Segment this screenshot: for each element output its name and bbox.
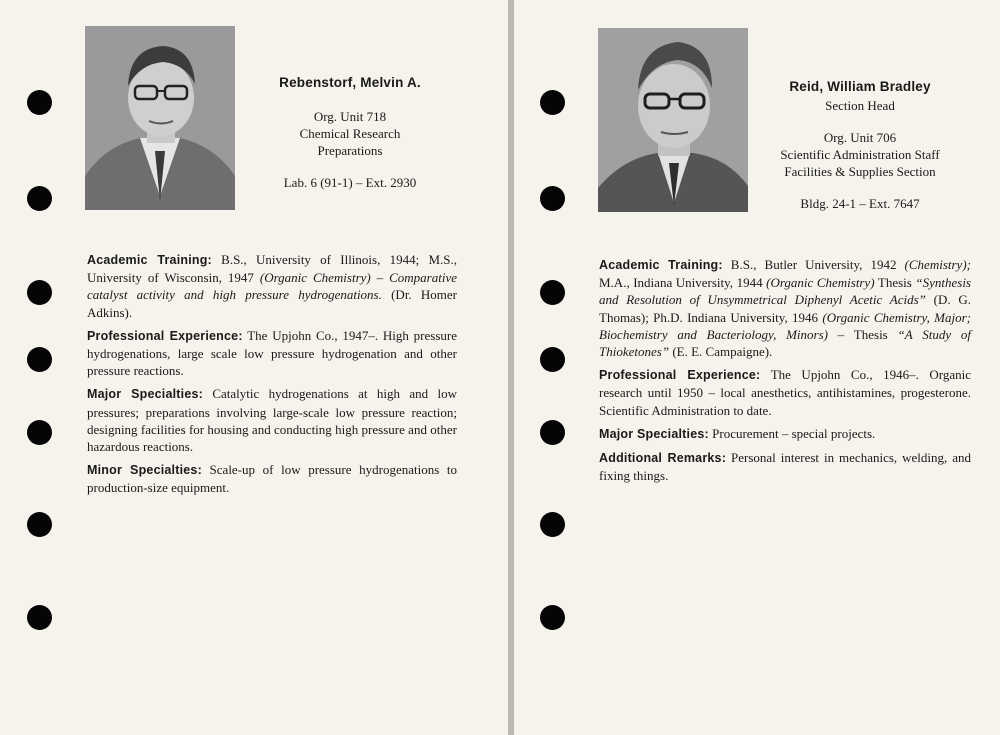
section-text: The Upjohn Co., 1946–. Organic research until 1950 – local anesthetics, antihistamines, progesterone. Scientific Administration to date.: [599, 367, 972, 418]
section-text: – Thesis: [827, 326, 898, 342]
section-label: Major Specialties:: [599, 426, 709, 441]
section-text: B.S., University of Illinois, 1944; M.S., University of Wisconsin, 1947: [87, 252, 457, 286]
section-text: M.A., Indiana University, 1944: [599, 275, 767, 291]
bio-section: [599, 366, 971, 419]
binder-hole: [540, 512, 565, 537]
binder-hole: [27, 186, 52, 211]
section-text: The Upjohn Co., 1947–. High pressure hydrogenations, large scale low pressure hydrogenation and other pressure reactions.: [87, 327, 457, 379]
bio-section: [87, 327, 457, 380]
section-text: (E. E. Campaigne).: [669, 344, 773, 360]
bio-section: [87, 385, 457, 455]
section-label: Academic Training:: [599, 258, 723, 272]
section-label: Professional Experience:: [87, 328, 243, 343]
section-text: (Dr. Homer Adkins).: [87, 287, 457, 320]
bio-section: [599, 449, 971, 484]
org-unit: Org. Unit 718: [313, 109, 387, 124]
location-extension: Bldg. 24-1 – Ext. 7647: [800, 196, 920, 211]
binder-hole: [540, 280, 565, 305]
section-text: (Chemistry);: [904, 257, 971, 272]
section-text: Catalytic hydrogenations at high and low pressures; preparations involving large-scale low pressure reaction; designing facilities for housing and conducting high pressure and other hazardous reactions.: [87, 386, 457, 455]
section-label: Minor Specialties:: [87, 463, 202, 478]
bio-section: [87, 251, 457, 321]
section-label: Academic Training:: [87, 253, 212, 267]
binder-hole: [27, 605, 52, 630]
binder-hole: [27, 347, 52, 372]
section-text: (D. G. Thomas); Ph.D. Indiana University, 1946: [599, 292, 971, 325]
portrait-image: [598, 28, 748, 212]
binder-hole: [27, 280, 52, 305]
person-name: Rebenstorf, Melvin A.: [279, 75, 421, 90]
right-page: [514, 0, 1000, 735]
section-label: Major Specialties:: [87, 387, 203, 402]
profile-header: [760, 78, 960, 212]
binder-hole: [27, 512, 52, 537]
person-name: Reid, William Bradley: [789, 79, 931, 94]
section-text: (Organic Chemistry) – Comparative catalyst activity and high pressure hydrogenations.: [87, 270, 458, 303]
biography: [87, 251, 457, 503]
section-text: “Synthesis and Resolution of Unsymmetrical Diphenyl Acetic Acids”: [599, 275, 971, 308]
section-text: B.S., Butler University, 1942: [722, 257, 905, 272]
bio-section: [599, 425, 971, 443]
section-text: Scale-up of low pressure hydrogenations to production-size equipment.: [87, 462, 457, 496]
location-extension: Lab. 6 (91-1) – Ext. 2930: [283, 175, 417, 190]
binder-hole: [540, 347, 565, 372]
binder-hole: [540, 605, 565, 630]
bio-section: [599, 256, 971, 360]
job-title: Section Head: [825, 98, 895, 113]
binder-hole: [540, 186, 565, 211]
profile-header: [250, 74, 450, 191]
portrait-photo: [598, 28, 748, 212]
section-text: (Organic Chemistry): [766, 275, 875, 291]
department-line: Preparations: [317, 143, 383, 158]
section-text: (Organic Chemistry, Major; Biochemistry and Bacteriology, Minors): [599, 309, 971, 342]
binder-hole: [27, 90, 52, 115]
section-text: Personal interest in mechanics, welding, and fixing things.: [599, 450, 971, 484]
org-unit: Org. Unit 706: [823, 130, 897, 145]
section-text: “A Study of Thioketones”: [599, 326, 971, 360]
section-label: Professional Experience:: [599, 368, 761, 383]
binder-hole: [540, 90, 565, 115]
portrait-photo: [85, 26, 235, 210]
portrait-image: [85, 26, 235, 210]
binder-hole: [27, 420, 52, 445]
section-label: Additional Remarks:: [599, 451, 727, 466]
binder-hole: [540, 420, 565, 445]
biography: [599, 256, 971, 490]
section-text: Thesis: [874, 275, 916, 291]
department-line: Chemical Research: [299, 126, 401, 141]
section-text: Procurement – special projects.: [708, 425, 876, 441]
department-line: Facilities & Supplies Section: [784, 164, 936, 179]
department-line: Scientific Administration Staff: [780, 147, 940, 162]
bio-section: [87, 461, 457, 496]
